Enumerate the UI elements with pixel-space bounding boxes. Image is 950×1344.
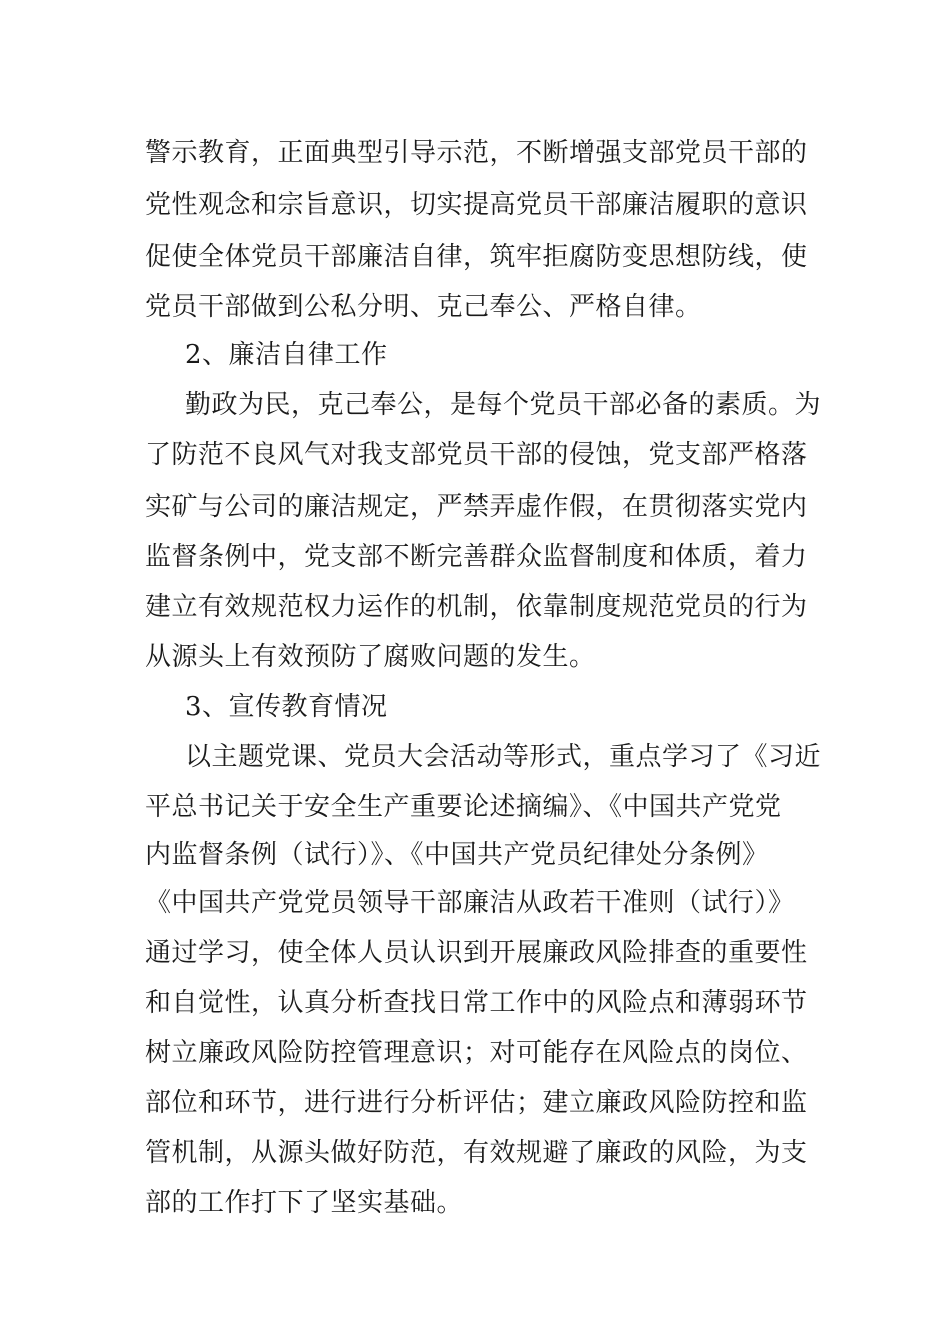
section-heading: 2、廉洁自律工作: [185, 340, 388, 370]
text-line: 平总书记关于安全生产重要论述摘编》、《中国共产党党: [145, 792, 782, 822]
text-line: 从源头上有效预防了腐败问题的发生。: [145, 642, 596, 672]
text-line: 党员干部做到公私分明、克己奉公、严格自律。: [145, 292, 702, 322]
text-line: 《中国共产党党员领导干部廉洁从政若干准则（试行）》: [145, 888, 795, 918]
text-line: 和自觉性，认真分析查找日常工作中的风险点和薄弱环节: [145, 988, 808, 1018]
text-line: 警示教育，正面典型引导示范，不断增强支部党员干部的: [145, 138, 808, 168]
text-line: 通过学习，使全体人员认识到开展廉政风险排查的重要性: [145, 938, 808, 968]
text-line: 促使全体党员干部廉洁自律，筑牢拒腐防变思想防线，使: [145, 242, 808, 272]
text-line: 部的工作打下了坚实基础。: [145, 1188, 464, 1218]
text-line: 勤政为民，克己奉公，是每个党员干部必备的素质。为: [185, 390, 822, 420]
text-line: 党性观念和宗旨意识，切实提高党员干部廉洁履职的意识: [145, 190, 808, 220]
text-line: 树立廉政风险防控管理意识；对可能存在风险点的岗位、: [145, 1038, 808, 1068]
text-line: 部位和环节，进行进行分析评估；建立廉政风险防控和监: [145, 1088, 808, 1118]
text-line: 了防范不良风气对我支部党员干部的侵蚀，党支部严格落: [145, 440, 808, 470]
text-line: 管机制，从源头做好防范，有效规避了廉政的风险，为支: [145, 1138, 808, 1168]
text-line: 内监督条例（试行）》、《中国共产党员纪律处分条例》: [145, 840, 769, 870]
text-line: 实矿与公司的廉洁规定，严禁弄虚作假，在贯彻落实党内: [145, 492, 808, 522]
section-heading: 3、宣传教育情况: [185, 692, 388, 722]
text-line: 以主题党课、党员大会活动等形式，重点学习了《习近: [185, 742, 822, 772]
text-line: 监督条例中，党支部不断完善群众监督制度和体质，着力: [145, 542, 808, 572]
text-line: 建立有效规范权力运作的机制，依靠制度规范党员的行为: [145, 592, 808, 622]
